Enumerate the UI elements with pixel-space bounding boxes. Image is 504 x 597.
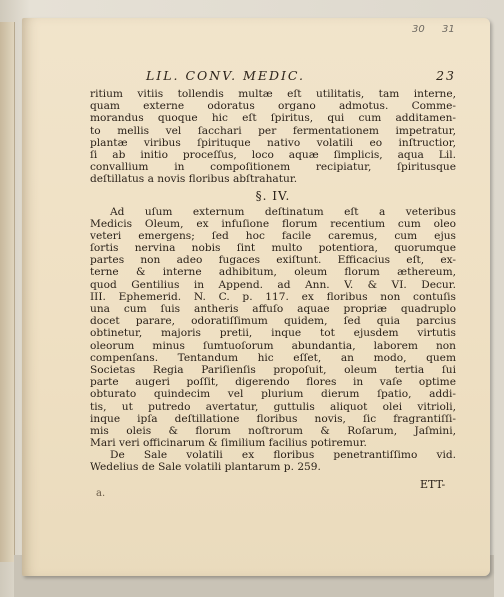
body-text bbox=[90, 88, 456, 474]
running-title: LIL. CONV. MEDIC. bbox=[146, 68, 305, 83]
text-line: De Sale volatili ex floribus penetrantiſſimo vid. bbox=[110, 449, 456, 462]
text-line: tis, ut putredo avertatur, guttulis aliquot olei vitrioli, bbox=[90, 400, 456, 413]
text-line: ſortis nervina nobis ſint multo potentiora, quorumque bbox=[90, 242, 456, 255]
text-line: plantæ viribus ſpirituque nativo volatili eo inſtructior, bbox=[90, 136, 456, 149]
text-line: ſi ab initio proceſſus, loco aquæ ſimplicis, aqua Lil. bbox=[90, 148, 456, 161]
page-number: 23 bbox=[436, 68, 456, 83]
text-line: oleorum minus ſumtuoſorum abundantia, laborem non bbox=[90, 339, 456, 352]
text-line: inque ipſa deſtillatione floribus novis, ſic fragrantiſſi- bbox=[90, 412, 456, 425]
section-heading: §. IV. bbox=[255, 188, 291, 203]
text-line: docet parare, odoratiſſimum quidem, ſed quia parcius bbox=[90, 315, 456, 328]
facing-page-edge bbox=[0, 22, 15, 562]
text-line: III. Ephemerid. N. C. p. 117. ex floribus non contuſis bbox=[90, 290, 456, 303]
text-line: Medicis Oleum, ex infuſione florum recentium cum oleo bbox=[90, 217, 456, 230]
text-line: Societas Regia Pariſienſis propoſuit, oleum tertia ſui bbox=[90, 363, 456, 376]
text-line: obturato quindecim vel plurium dierum ſpatio, addi- bbox=[90, 388, 456, 401]
text-line: Ad uſum externum deſtinatum eſt a veteribus bbox=[110, 205, 456, 218]
text-line: mis oleis & florum noſtrorum & Roſarum, Jaſmini, bbox=[90, 424, 456, 437]
text-line: to mellis vel ſacchari per fermentationem impetratur, bbox=[90, 124, 456, 137]
text-line: compenſans. Tentandum hic eſſet, an modo, quem bbox=[90, 351, 456, 364]
text-line: quod Gentilius in Append. ad Ann. V. & VI. Decur. bbox=[90, 278, 456, 291]
text-line: ritium vitiis tollendis multæ eſt utilitatis, tam interne, bbox=[90, 88, 456, 100]
text-line: Wedelius de Sale volatili plantarum p. 259. bbox=[90, 461, 321, 474]
margin-mark: a. bbox=[96, 488, 106, 499]
text-line: morandus quoque hic eſt ſpiritus, qui cum additamen- bbox=[90, 112, 456, 125]
text-line: veteri emergens; ſed hoc facile caremus, cum ejus bbox=[90, 229, 456, 242]
folio-note-old: 30 bbox=[412, 24, 425, 35]
text-line: deſtillatus a novis floribus abſtrahatur. bbox=[90, 173, 298, 186]
text-line: Mari veri officinarum & ſimilium facilius potiremur. bbox=[90, 437, 367, 450]
text-line: obtinetur, majoris pretii, inque tot ejusdem virtutis bbox=[90, 327, 456, 340]
text-line: una cum ſuis antheris affuſo aquae propriæ quadruplo bbox=[90, 303, 456, 315]
folio-note-new: 31 bbox=[442, 24, 455, 35]
text-line: partes non adeo fugaces exiſtunt. Efficacius eſt, ex- bbox=[90, 254, 456, 267]
text-line: parte augeri poſſit, digerendo flores in vaſe optime bbox=[90, 376, 456, 389]
text-line: quam externe odoratus organo admotus. Comme- bbox=[90, 100, 456, 113]
text-line: convallium in compoſitionem recipiatur, ſpiritusque bbox=[90, 161, 456, 174]
catchword: ETT- bbox=[420, 478, 446, 491]
running-header bbox=[96, 68, 456, 84]
text-line: terne & interne adhibitum, oleum florum æthereum, bbox=[90, 266, 456, 279]
